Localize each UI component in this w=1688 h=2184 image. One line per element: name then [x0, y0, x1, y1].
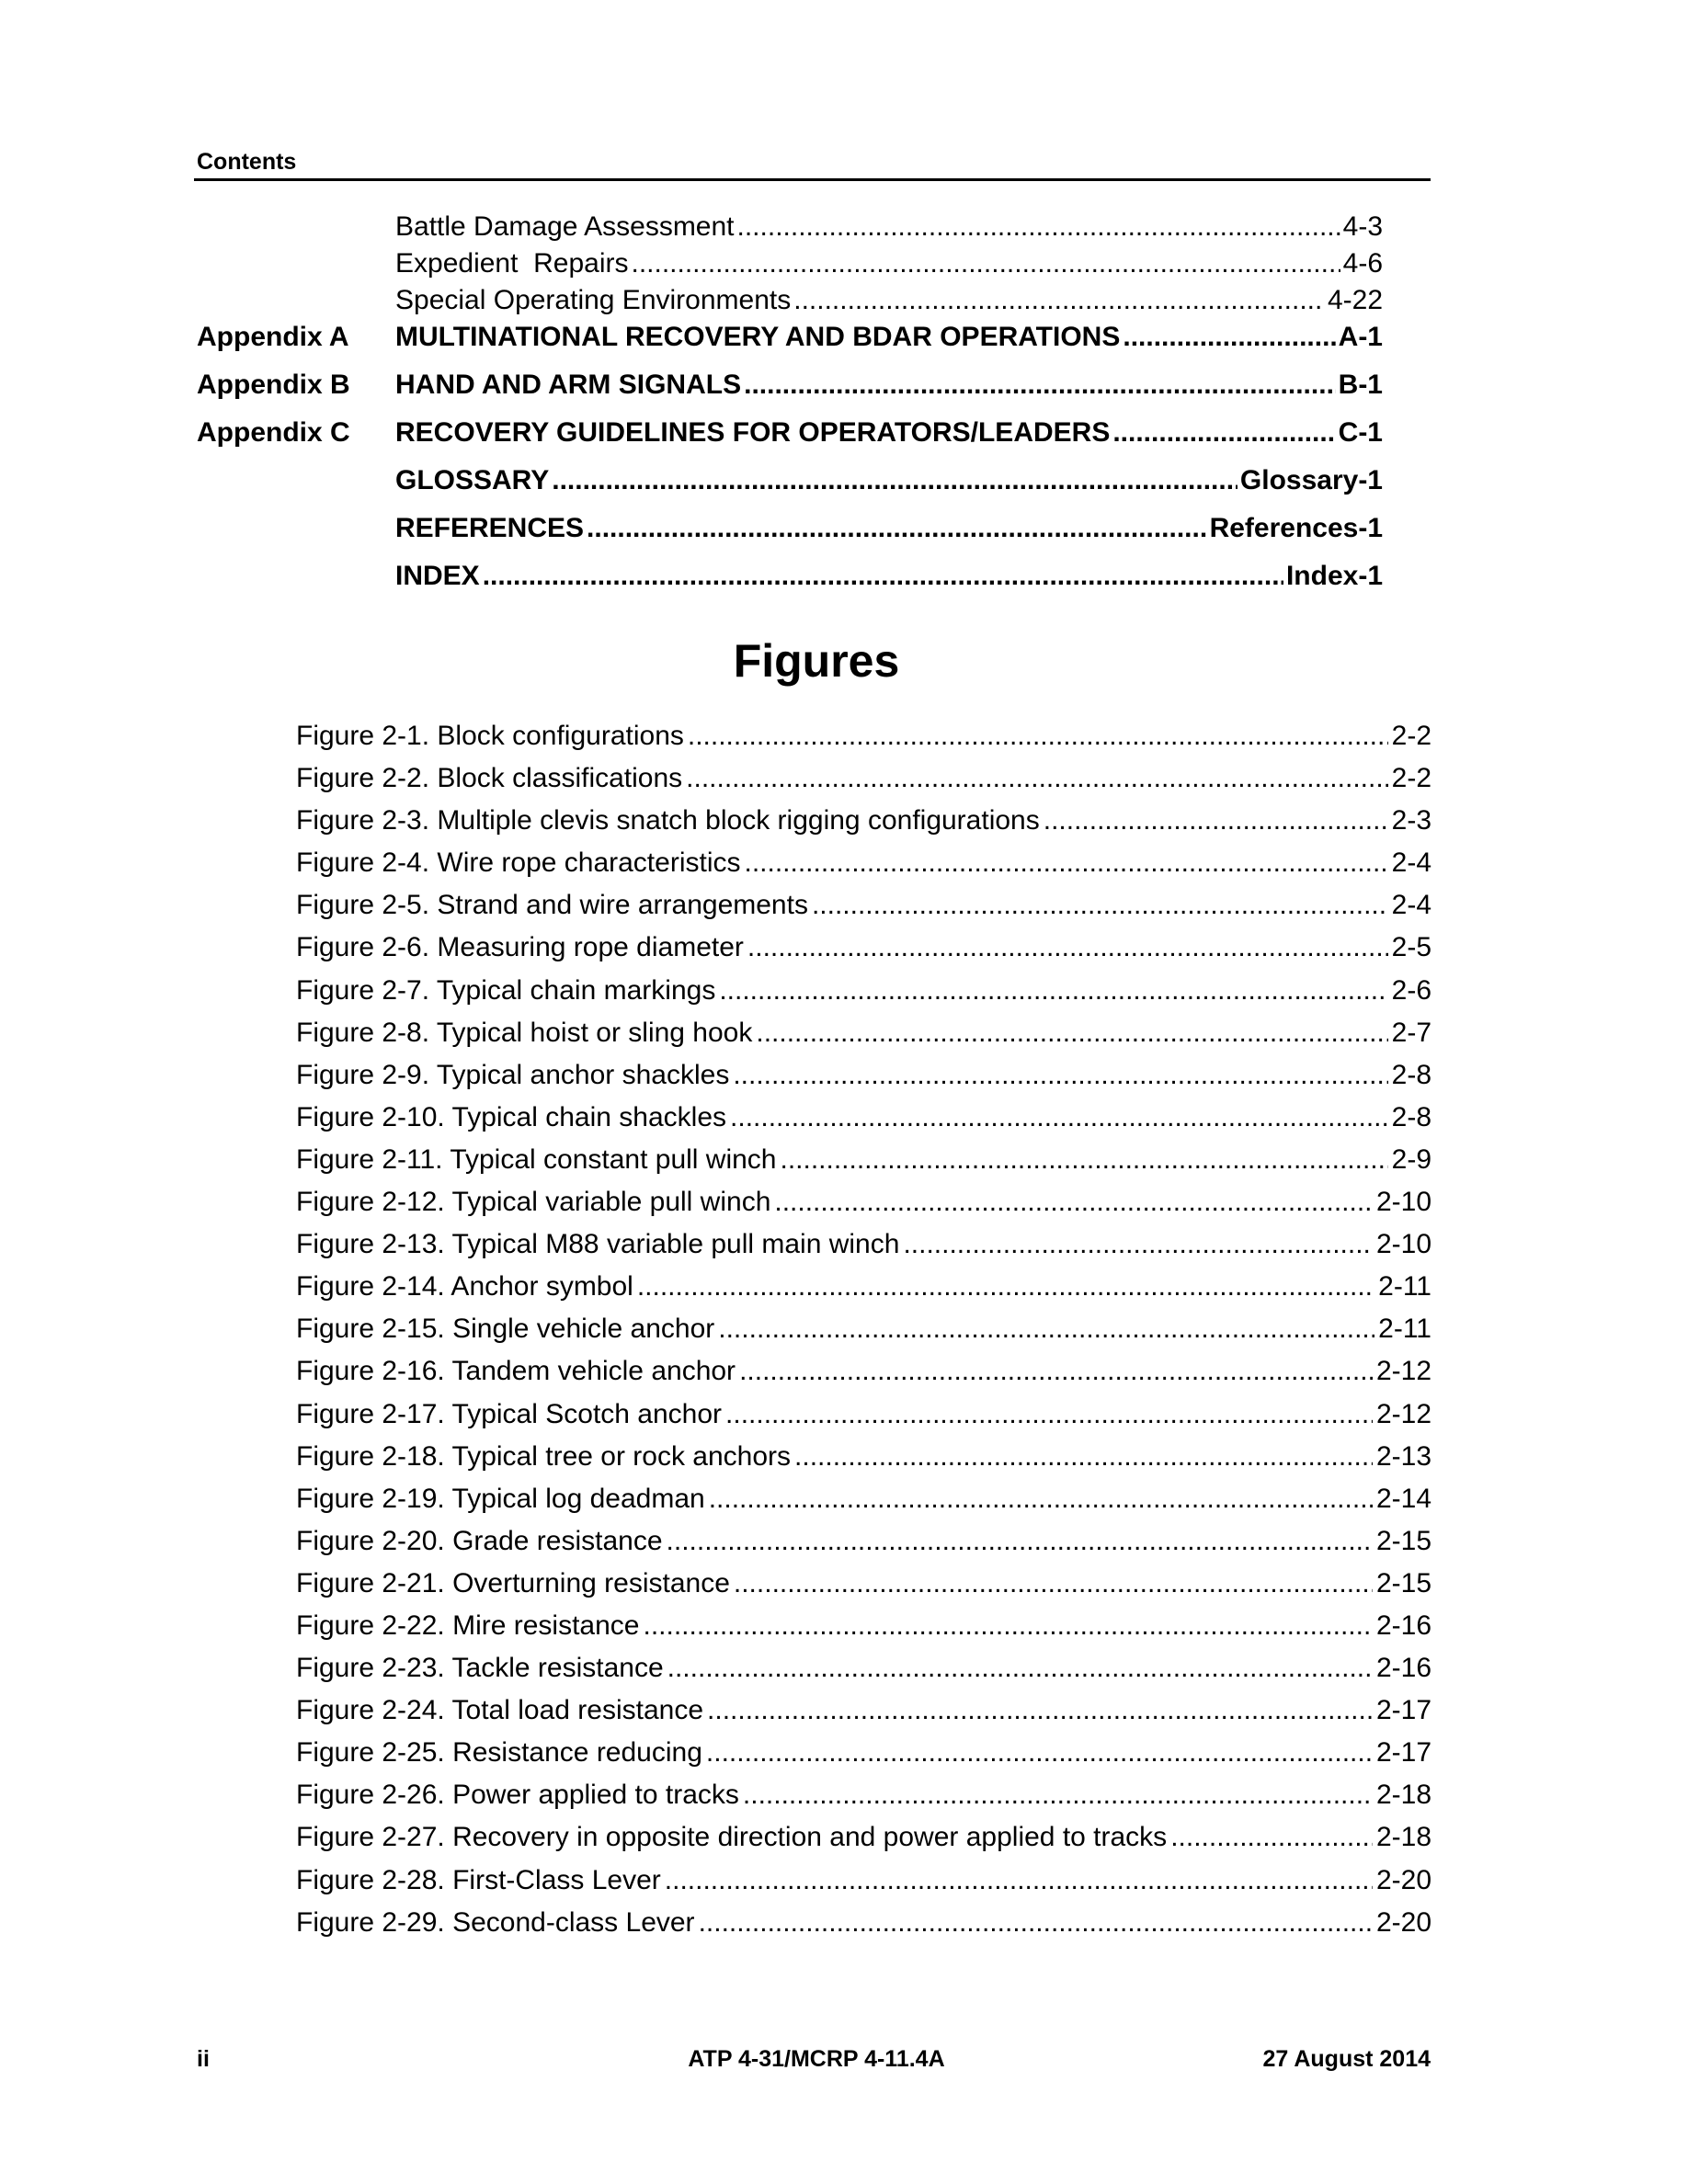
figure-entry-page: 2-12: [1375, 1398, 1431, 1429]
figure-entry-page: 2-17: [1375, 1737, 1431, 1769]
dot-leader: [730, 1102, 1388, 1133]
toc-entry-page: Index-1: [1285, 561, 1383, 591]
figures-list: [296, 721, 1431, 1950]
toc-entry[interactable]: [197, 285, 1383, 322]
toc-entry[interactable]: [197, 370, 1383, 417]
figure-entry-title: Figure 2-3. Multiple clevis snatch block rigging configurations: [296, 805, 1040, 836]
dot-leader: [1123, 322, 1335, 353]
dot-leader: [667, 1653, 1373, 1684]
dot-leader: [1112, 417, 1335, 449]
dot-leader: [637, 1271, 1374, 1302]
figure-entry[interactable]: [296, 890, 1431, 932]
figure-entry-title: Figure 2-13. Typical M88 variable pull main winch: [296, 1229, 900, 1260]
dot-leader: [706, 1737, 1373, 1769]
figure-entry[interactable]: [296, 1399, 1431, 1441]
figure-entry-page: 2-18: [1375, 1822, 1431, 1853]
dot-leader: [743, 1780, 1373, 1811]
figure-entry[interactable]: [296, 805, 1431, 847]
figure-entry-title: Figure 2-1. Block configurations: [296, 721, 684, 751]
figure-entry[interactable]: [296, 1695, 1431, 1737]
figure-entry-title: Figure 2-29. Second-class Lever: [296, 1906, 695, 1938]
figure-entry[interactable]: [296, 1187, 1431, 1229]
footer-page-number: ii: [197, 2046, 210, 2072]
dot-leader: [688, 721, 1388, 752]
figures-heading: Figures: [733, 635, 900, 687]
figure-entry[interactable]: [296, 763, 1431, 805]
figure-entry-title: Figure 2-19. Typical log deadman: [296, 1483, 705, 1514]
toc-entry[interactable]: [197, 211, 1383, 248]
figure-entry-page: 2-5: [1391, 932, 1431, 963]
toc-entry[interactable]: [197, 465, 1383, 513]
figure-entry-page: 2-16: [1375, 1653, 1431, 1684]
figure-entry-title: Figure 2-22. Mire resistance: [296, 1610, 640, 1641]
figure-entry-title: Figure 2-14. Anchor symbol: [296, 1271, 633, 1302]
figure-entry[interactable]: [296, 1144, 1431, 1187]
figure-entry-title: Figure 2-18. Typical tree or rock anchors: [296, 1440, 792, 1472]
figure-entry[interactable]: [296, 847, 1431, 890]
dot-leader: [718, 1314, 1374, 1345]
toc-entry-title: MULTINATIONAL RECOVERY AND BDAR OPERATIONS: [395, 322, 1121, 352]
figure-entry[interactable]: [296, 1822, 1431, 1864]
figure-entry-title: Figure 2-15. Single vehicle anchor: [296, 1314, 715, 1345]
dot-leader: [739, 1356, 1373, 1387]
dot-leader: [745, 847, 1388, 879]
dot-leader: [794, 1441, 1373, 1473]
footer-date: 27 August 2014: [1262, 2046, 1431, 2072]
figure-entry-title: Figure 2-12. Typical variable pull winch: [296, 1187, 771, 1218]
dot-leader: [903, 1229, 1373, 1260]
figure-entry-page: 2-11: [1378, 1314, 1431, 1345]
figure-entry[interactable]: [296, 1018, 1431, 1060]
toc-entry-title: Battle Damage Assessment: [395, 211, 735, 242]
toc-entry-title: RECOVERY GUIDELINES FOR OPERATORS/LEADERS: [395, 417, 1111, 448]
dot-leader: [1170, 1822, 1373, 1853]
figure-entry-page: 2-4: [1391, 890, 1431, 921]
dot-leader: [747, 932, 1388, 963]
figure-entry-title: Figure 2-11. Typical constant pull winch: [296, 1143, 777, 1175]
toc-entry-page: 4-6: [1342, 248, 1383, 279]
figure-entry[interactable]: [296, 1737, 1431, 1780]
figure-entry-page: 2-7: [1391, 1017, 1431, 1048]
footer-document-id: ATP 4-31/MCRP 4-11.4A: [688, 2046, 945, 2072]
figure-entry[interactable]: [296, 721, 1431, 763]
figure-entry-page: 2-2: [1391, 721, 1431, 751]
dot-leader: [781, 1144, 1388, 1176]
toc-entry[interactable]: [197, 561, 1383, 609]
figure-entry-page: 2-20: [1375, 1906, 1431, 1938]
toc-entry-title: INDEX: [395, 561, 480, 591]
figure-entry-title: Figure 2-6. Measuring rope diameter: [296, 932, 744, 963]
figure-entry-title: Figure 2-9. Typical anchor shackles: [296, 1059, 730, 1090]
figure-entry-page: 2-10: [1375, 1229, 1431, 1260]
dot-leader: [686, 763, 1387, 794]
figure-entry[interactable]: [296, 1229, 1431, 1271]
toc-entry-title: Expedient Repairs: [395, 248, 629, 279]
figure-entry[interactable]: [296, 1653, 1431, 1695]
toc-entry-title: REFERENCES: [395, 513, 585, 543]
running-header: Contents: [197, 149, 297, 175]
figure-entry-page: 2-18: [1375, 1780, 1431, 1811]
dot-leader: [667, 1526, 1373, 1557]
dot-leader: [631, 248, 1340, 279]
figure-entry-title: Figure 2-4. Wire rope characteristics: [296, 847, 741, 879]
toc-entry-title: GLOSSARY: [395, 465, 550, 495]
dot-leader: [756, 1018, 1387, 1049]
figure-entry[interactable]: [296, 1526, 1431, 1568]
toc-entry-page: B-1: [1338, 370, 1383, 400]
dot-leader: [699, 1907, 1373, 1939]
figure-entry-page: 2-8: [1391, 1101, 1431, 1132]
toc-entry-page: 4-3: [1342, 211, 1383, 242]
dot-leader: [665, 1865, 1373, 1896]
dot-leader: [719, 975, 1387, 1007]
toc-entry-page: Glossary-1: [1239, 465, 1383, 495]
figure-entry-page: 2-12: [1375, 1356, 1431, 1387]
toc-entry[interactable]: [197, 417, 1383, 465]
figure-entry-page: 2-15: [1375, 1567, 1431, 1598]
toc-entry[interactable]: [197, 248, 1383, 285]
figure-entry-title: Figure 2-25. Resistance reducing: [296, 1737, 702, 1769]
figure-entry-page: 2-4: [1391, 847, 1431, 879]
figure-entry[interactable]: [296, 975, 1431, 1018]
toc-entry-label: Appendix B: [197, 370, 350, 400]
dot-leader: [812, 890, 1388, 921]
figure-entry[interactable]: [296, 1865, 1431, 1907]
figure-entry-title: Figure 2-10. Typical chain shackles: [296, 1101, 727, 1132]
toc-entry-label: Appendix A: [197, 322, 349, 352]
figure-entry-page: 2-6: [1391, 974, 1431, 1006]
toc-entry-label: Appendix C: [197, 417, 350, 448]
toc-entry-title: HAND AND ARM SIGNALS: [395, 370, 742, 400]
figure-entry-title: Figure 2-21. Overturning resistance: [296, 1567, 730, 1598]
figure-entry[interactable]: [296, 1356, 1431, 1398]
toc-entry-page: References-1: [1209, 513, 1383, 543]
figure-entry-title: Figure 2-28. First-Class Lever: [296, 1864, 661, 1895]
figure-entry-title: Figure 2-7. Typical chain markings: [296, 974, 716, 1006]
figure-entry-page: 2-17: [1375, 1695, 1431, 1726]
dot-leader: [737, 211, 1340, 243]
figure-entry-page: 2-14: [1375, 1483, 1431, 1514]
dot-leader: [707, 1695, 1373, 1726]
figure-entry-page: 2-8: [1391, 1059, 1431, 1090]
dot-leader: [709, 1484, 1373, 1515]
figure-entry-title: Figure 2-27. Recovery in opposite direction and power applied to tracks: [296, 1822, 1168, 1853]
figure-entry-page: 2-9: [1391, 1143, 1431, 1175]
figure-entry[interactable]: [296, 1484, 1431, 1526]
figure-entry[interactable]: [296, 1568, 1431, 1610]
figure-entry[interactable]: [296, 1060, 1431, 1102]
figure-entry-title: Figure 2-8. Typical hoist or sling hook: [296, 1017, 753, 1048]
figure-entry-page: 2-11: [1378, 1271, 1431, 1302]
dot-leader: [774, 1187, 1373, 1218]
figure-entry[interactable]: [296, 1610, 1431, 1653]
toc-entry-page: A-1: [1338, 322, 1383, 352]
figure-entry-page: 2-15: [1375, 1525, 1431, 1556]
toc-entry[interactable]: [197, 322, 1383, 370]
figure-entry-title: Figure 2-20. Grade resistance: [296, 1525, 663, 1556]
figure-entry-title: Figure 2-5. Strand and wire arrangements: [296, 890, 808, 921]
figure-entry-page: 2-3: [1391, 805, 1431, 836]
dot-leader: [587, 513, 1207, 544]
figure-entry-page: 2-20: [1375, 1864, 1431, 1895]
figure-entry[interactable]: [296, 1314, 1431, 1356]
figure-entry[interactable]: [296, 1271, 1431, 1314]
header-rule: [194, 178, 1431, 181]
figure-entry[interactable]: [296, 1102, 1431, 1144]
dot-leader: [643, 1610, 1372, 1642]
figure-entry[interactable]: [296, 1907, 1431, 1950]
dot-leader: [793, 285, 1325, 316]
figure-entry-page: 2-2: [1391, 763, 1431, 794]
toc-entry-title: Special Operating Environments: [395, 285, 792, 315]
figure-entry-title: Figure 2-16. Tandem vehicle anchor: [296, 1356, 736, 1387]
toc-entry-page: C-1: [1338, 417, 1383, 448]
figure-entry-title: Figure 2-2. Block classifications: [296, 763, 683, 794]
figure-entry-page: 2-13: [1375, 1440, 1431, 1472]
figure-entry-title: Figure 2-24. Total load resistance: [296, 1695, 704, 1726]
dot-leader: [744, 370, 1336, 401]
figure-entry[interactable]: [296, 932, 1431, 974]
toc-entry[interactable]: [197, 513, 1383, 561]
figure-entry-page: 2-16: [1375, 1610, 1431, 1641]
dot-leader: [734, 1568, 1373, 1599]
figure-entry[interactable]: [296, 1780, 1431, 1822]
figure-entry[interactable]: [296, 1441, 1431, 1484]
figure-entry-title: Figure 2-17. Typical Scotch anchor: [296, 1398, 723, 1429]
figure-entry-title: Figure 2-26. Power applied to tracks: [296, 1780, 739, 1811]
dot-leader: [552, 465, 1237, 496]
dot-leader: [1044, 805, 1388, 836]
contents-list: [197, 211, 1383, 609]
dot-leader: [483, 561, 1283, 592]
figure-entry-title: Figure 2-23. Tackle resistance: [296, 1653, 664, 1684]
figure-entry-page: 2-10: [1375, 1187, 1431, 1218]
toc-entry-page: 4-22: [1327, 285, 1383, 315]
dot-leader: [725, 1399, 1373, 1430]
dot-leader: [733, 1060, 1387, 1091]
